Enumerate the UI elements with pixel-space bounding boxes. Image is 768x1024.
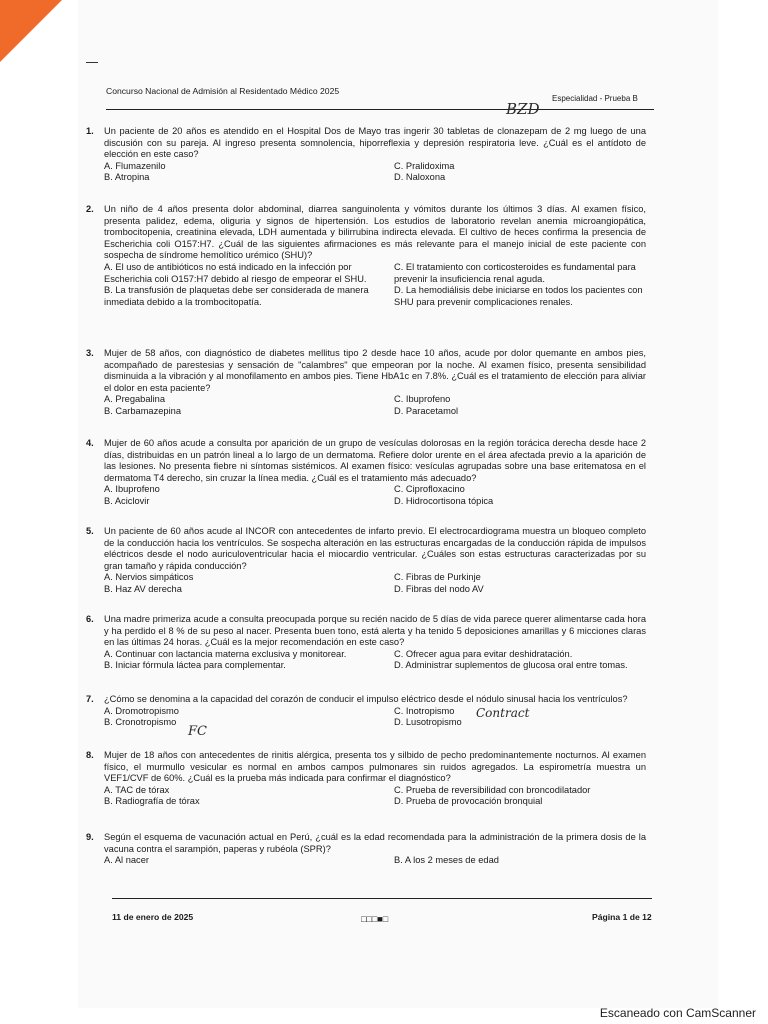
option-b[interactable]: B. Aciclovir <box>104 495 150 506</box>
scan-corner-mark <box>0 0 62 62</box>
exam-title: Concurso Nacional de Admisión al Residentado Médico 2025 <box>106 86 340 96</box>
question-stem: Un paciente de 60 años acude al INCOR con antecedentes de infarto previo. El electrocardiograma muestra un bloqueo completo de la conducción hacia los ventrículos. Se sospecha alteración en las estructuras encargadas de la conducción rápida de impulsos eléctricos desde el nodo auriculoventricular hacia el miocardio ventricular. ¿Cuáles son estas estructuras caracterizadas por su gran tamaño y rápida conducción? <box>104 526 646 571</box>
question-number: 2. <box>86 204 94 214</box>
handwritten-note-contract: Contract <box>476 706 530 720</box>
option-a[interactable]: A. Continuar con lactancia materna exclusiva y monitorear. <box>104 648 347 659</box>
option-d[interactable]: D. Lusotropismo <box>394 717 462 728</box>
question-number: 8. <box>86 750 94 760</box>
camscanner-watermark: Escaneado con CamScanner <box>599 1006 756 1020</box>
option-c[interactable]: C. Inotropismo <box>394 705 455 716</box>
option-d[interactable]: D. Hidrocortisona tópica <box>394 495 494 506</box>
question-number: 5. <box>86 526 94 536</box>
option-b[interactable]: B. Cronotropismo <box>104 717 177 728</box>
question-7 <box>86 694 646 729</box>
option-c[interactable]: C. El tratamiento con corticosteroides es fundamental para prevenir la insuficiencia renal aguda. <box>394 261 636 284</box>
question-stem: Según el esquema de vacunación actual en Perú, ¿cuál es la edad recomendada para la administración de la primera dosis de la vacuna contra el sarampión, paperas y rubéola (SPR)? <box>104 832 646 854</box>
question-number: 3. <box>86 348 94 358</box>
option-c[interactable]: C. Ofrecer agua para evitar deshidratación. <box>394 648 573 659</box>
exam-type: Especialidad - Prueba B <box>552 94 638 103</box>
option-c[interactable]: C. Pralidoxima <box>394 160 455 171</box>
header-divider <box>106 109 654 110</box>
options-grid <box>104 785 646 808</box>
option-d[interactable]: D. Fibras del nodo AV <box>394 583 484 594</box>
pen-dash-mark <box>86 62 98 63</box>
option-b[interactable]: B. A los 2 meses de edad <box>394 855 499 866</box>
options-grid <box>104 484 646 507</box>
option-b[interactable]: B. Carbamazepina <box>104 405 181 416</box>
footer-divider <box>112 898 652 899</box>
options-grid <box>104 161 646 184</box>
options-grid <box>104 706 646 729</box>
handwritten-note-fc: FC <box>188 724 207 739</box>
question-1 <box>86 126 646 184</box>
option-d[interactable]: D. Prueba de provocación bronquial <box>394 796 543 807</box>
question-stem: Mujer de 58 años, con diagnóstico de diabetes mellitus tipo 2 desde hace 10 años, acude por dolor quemante en ambos pies, acompañado de parestesias y sensación de "calambres" que empeoran por la noche. Al examen físico, presenta sensibilidad disminuida a la vibración y al monofilamento en ambos pies. Tiene HbA1c en 7.8%. ¿Cuál es el tratamiento de elección para aliviar el dolor en esta paciente? <box>104 348 646 393</box>
question-stem: Mujer de 60 años acude a consulta por aparición de un grupo de vesículas dolorosas en la región torácica derecha desde hace 2 días, distribuidas en un patrón lineal a lo largo de un dermatoma. Refiere dolor urente en el área afectada previo a la aparición de las lesiones. No presenta fiebre ni síntomas sistémicos. Al examen físico: vesículas agrupadas sobre una base eritematosa en el dermatoma T4 derecho, sin cruzar la línea media. ¿Cuál es el tratamiento más adecuado? <box>104 438 646 483</box>
option-a[interactable]: A. TAC de tórax <box>104 784 170 795</box>
option-a[interactable]: A. Pregabalina <box>104 394 165 405</box>
question-5 <box>86 526 646 596</box>
option-a[interactable]: A. Flumazenilo <box>104 160 166 171</box>
page-indicator-dots: □□□■□ <box>361 914 389 924</box>
footer-date: 11 de enero de 2025 <box>112 912 194 922</box>
option-c[interactable]: C. Fibras de Purkinje <box>394 572 481 583</box>
option-b[interactable]: B. La transfusión de plaquetas debe ser considerada de manera inmediata debido a la trombocitopatía. <box>104 285 369 307</box>
option-d[interactable]: D. La hemodiálisis debe iniciarse en todos los pacientes con SHU para prevenir complicaciones renales. <box>394 285 643 307</box>
handwritten-code: BZD <box>506 100 540 118</box>
options-grid <box>104 572 646 595</box>
question-9 <box>86 832 646 867</box>
option-c[interactable]: C. Ibuprofeno <box>394 394 451 405</box>
option-c[interactable]: C. Prueba de reversibilidad con broncodilatador <box>394 784 591 795</box>
option-d[interactable]: D. Naloxona <box>394 172 446 183</box>
question-2 <box>86 204 646 308</box>
question-stem: ¿Cómo se denomina a la capacidad del corazón de conducir el impulso eléctrico desde el nódulo sinusal hacia los ventrículos? <box>104 694 628 704</box>
options-grid <box>104 394 646 417</box>
question-3 <box>86 348 646 418</box>
question-stem: Mujer de 18 años con antecedentes de rinitis alérgica, presenta tos y silbido de pecho predominantemente nocturnos. Al examen físico, el murmullo vesicular es normal en ambos campos pulmonares sin ruidos agregados. La espirometría muestra un VEF1/CVF de 60%. ¿Cuál es la prueba más indicada para confirmar el diagnóstico? <box>104 750 646 784</box>
option-a[interactable]: A. Ibuprofeno <box>104 484 160 495</box>
question-6 <box>86 614 646 672</box>
question-stem: Una madre primeriza acude a consulta preocupada porque su recién nacido de 5 días de vida parece querer alimentarse cada hora y ha perdido el 8 % de su peso al nacer. Presenta buen tono, está alerta y ha tenido 5 deposiciones amarillas y 6 micciones claras en las últimas 24 horas. ¿Cuál es la mejor recomendación en este caso? <box>104 614 646 648</box>
question-number: 6. <box>86 614 94 624</box>
question-8 <box>86 750 646 808</box>
option-b[interactable]: B. Haz AV derecha <box>104 583 182 594</box>
option-a[interactable]: A. Al nacer <box>104 855 149 866</box>
option-d[interactable]: D. Paracetamol <box>394 405 459 416</box>
option-b[interactable]: B. Iniciar fórmula láctea para complementar. <box>104 660 286 671</box>
option-c[interactable]: C. Ciprofloxacino <box>394 484 465 495</box>
question-number: 4. <box>86 438 94 448</box>
question-4 <box>86 438 646 508</box>
page-number: Página 1 de 12 <box>592 912 652 922</box>
question-number: 9. <box>86 832 94 842</box>
question-number: 1. <box>86 126 94 136</box>
options-grid <box>104 262 646 308</box>
options-grid <box>104 649 646 672</box>
option-b[interactable]: B. Atropina <box>104 172 150 183</box>
option-b[interactable]: B. Radiografía de tórax <box>104 796 200 807</box>
option-a[interactable]: A. Nervios simpáticos <box>104 572 194 583</box>
option-d[interactable]: D. Administrar suplementos de glucosa oral entre tomas. <box>394 660 628 671</box>
option-a[interactable]: A. El uso de antibióticos no está indicado en la infección por Escherichia coli O157:H7 debido al riesgo de empeorar el SHU. <box>104 261 367 284</box>
question-stem: Un niño de 4 años presenta dolor abdominal, diarrea sanguinolenta y vómitos durante los últimos 3 días. Al examen físico, presenta palidez, edema, oliguria y signos de hipertensión. Los estudios de laboratorio revelan anemia microangiopática, trombocitopenia, creatinina elevada, LDH aumentada y bilirrubina indirecta elevada. El cultivo de heces confirma la presencia de Escherichia coli O157:H7. ¿Cuál de las siguientes afirmaciones es más relevante para el manejo inicial de este paciente con sospecha de síndrome hemolítico urémico (SHU)? <box>104 204 646 261</box>
question-number: 7. <box>86 694 94 704</box>
question-stem: Un paciente de 20 años es atendido en el Hospital Dos de Mayo tras ingerir 30 tabletas de clonazepam de 2 mg luego de una discusión con su pareja. Al ingreso presenta somnolencia, hiporreflexia y depresión respiratoria leve. ¿Cuál es el antídoto de elección en este caso? <box>104 126 646 160</box>
options-grid <box>104 855 646 867</box>
option-a[interactable]: A. Dromotropismo <box>104 705 179 716</box>
